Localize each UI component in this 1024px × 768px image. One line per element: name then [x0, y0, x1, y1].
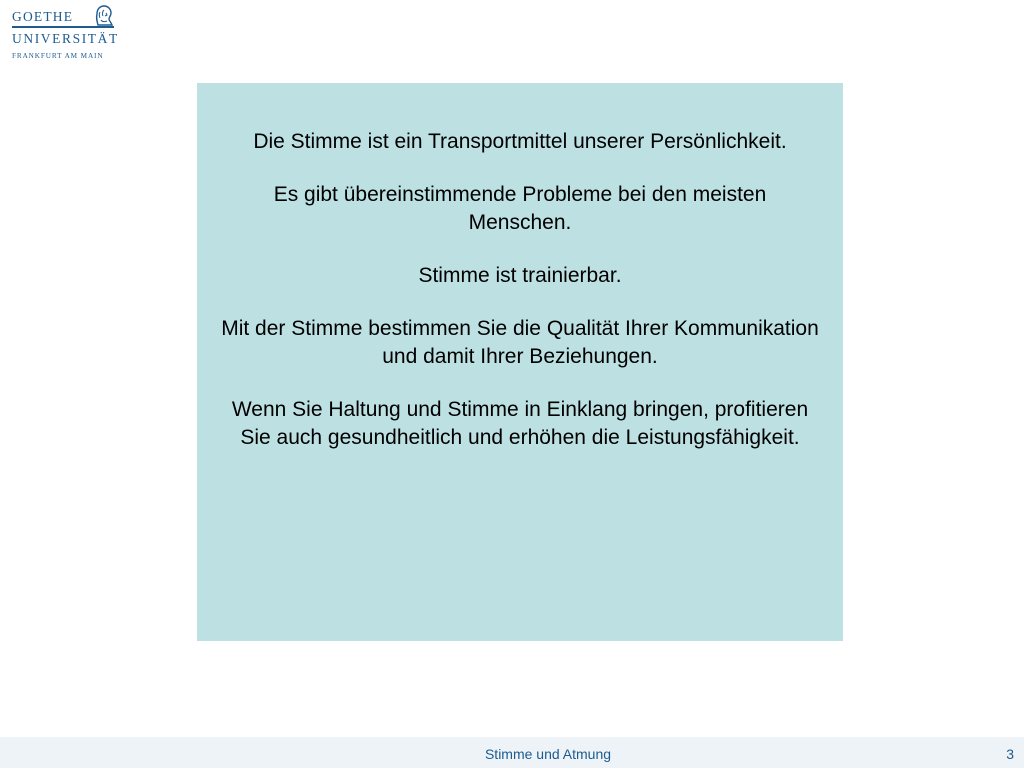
university-logo	[12, 4, 120, 62]
logo-line-universitaet: UNIVERSITÄT	[12, 31, 119, 46]
logo-divider	[12, 26, 114, 28]
logo-line-city: FRANKFURT AM MAIN	[12, 52, 104, 60]
logo-line-goethe: GOETHE	[12, 9, 74, 24]
goethe-portrait-icon	[90, 4, 116, 26]
statement-common-problems: Es gibt übereinstimmende Probleme bei den meisten Menschen.	[273, 183, 767, 234]
statement-personality: Die Stimme ist ein Transportmittel unserer Persönlichkeit.	[253, 130, 787, 153]
statement-communication-quality: Mit der Stimme bestimmen Sie die Qualität Ihrer Kommunikation und damit Ihrer Beziehungen.	[221, 317, 819, 368]
statement-posture-and-voice: Wenn Sie Haltung und Stimme in Einklang bringen, profitieren Sie auch gesundheitlich und erhöhen die Leistungsfähigkeit.	[231, 398, 809, 449]
slide-footer	[0, 737, 1024, 768]
statement-trainable: Stimme ist trainierbar.	[418, 264, 622, 287]
page-number: 3	[1006, 746, 1014, 762]
footer-title: Stimme und Atmung	[484, 746, 612, 762]
key-statements-box	[197, 83, 843, 641]
